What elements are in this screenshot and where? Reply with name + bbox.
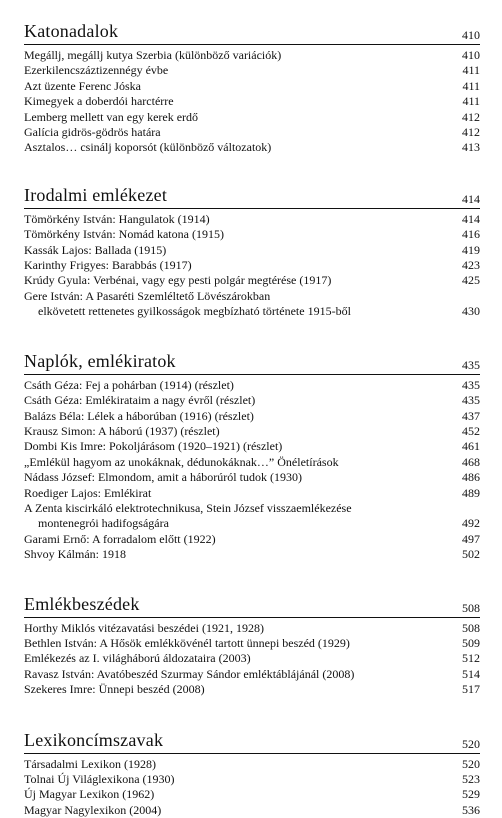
toc-entry bbox=[24, 682, 480, 697]
entry-page-number: 514 bbox=[462, 666, 480, 681]
section-spacer bbox=[24, 698, 480, 727]
entry-title: Emlékezés az I. világháború áldozataira (2003) bbox=[24, 651, 251, 666]
section-heading bbox=[24, 348, 480, 375]
toc-entry bbox=[24, 470, 480, 485]
entry-page-number: 529 bbox=[462, 787, 480, 802]
toc-entry bbox=[24, 289, 480, 320]
section-heading bbox=[24, 18, 480, 45]
toc-entry bbox=[24, 803, 480, 818]
entry-page-number: 419 bbox=[462, 242, 480, 257]
entry-title: „Emlékül hagyom az unokáknak, dédunokáknak…” Önéletírások bbox=[24, 454, 339, 469]
entry-page-number: 435 bbox=[462, 377, 480, 392]
entry-title: Kimegyek a doberdói harctérre bbox=[24, 94, 174, 109]
entry-page-number: 509 bbox=[462, 635, 480, 650]
toc-section-lexikoncimszavak bbox=[24, 727, 480, 818]
toc-entry bbox=[24, 227, 480, 242]
entry-title: Ezerkilencszáztizennégy évbe bbox=[24, 63, 169, 78]
entry-title: Megállj, megállj kutya Szerbia (különböző variációk) bbox=[24, 48, 282, 62]
entry-page-number: 517 bbox=[462, 682, 480, 697]
section-title: Lexikoncímszavak bbox=[24, 729, 164, 750]
entry-page-number: 414 bbox=[462, 211, 480, 226]
toc-entry bbox=[24, 243, 480, 258]
toc-entry bbox=[24, 757, 480, 772]
entry-title: Karinthy Frigyes: Barabbás (1917) bbox=[24, 258, 192, 273]
entry-page-number: 412 bbox=[462, 109, 480, 124]
entry-title: Csáth Géza: Fej a pohárban (1914) (részlet) bbox=[24, 377, 234, 392]
toc-section-emlekbeszedek bbox=[24, 591, 480, 698]
entry-title: Csáth Géza: Emlékirataim a nagy évről (részlet) bbox=[24, 393, 256, 408]
entry-page-number: 411 bbox=[462, 78, 480, 93]
entry-title-line: Gere István: A Pasaréti Szemléltető Lövészárokban bbox=[24, 288, 271, 303]
entry-title: Kassák Lajos: Ballada (1915) bbox=[24, 242, 167, 257]
entry-title: Tolnai Új Világlexikona (1930) bbox=[24, 772, 175, 786]
entry-page-number: 523 bbox=[462, 772, 480, 786]
section-page-number: 410 bbox=[462, 28, 480, 42]
toc-entry bbox=[24, 772, 480, 787]
toc-entry bbox=[24, 110, 480, 125]
entry-title: Lemberg mellett van egy kerek erdő bbox=[24, 109, 199, 124]
toc-entry bbox=[24, 212, 480, 227]
toc-section-katonadalok bbox=[24, 18, 480, 156]
entry-page-number: 520 bbox=[462, 756, 480, 771]
entry-page-number: 512 bbox=[462, 651, 480, 666]
entry-page-number: 411 bbox=[462, 94, 480, 109]
section-heading bbox=[24, 182, 480, 209]
entry-page-number: 492 bbox=[462, 516, 480, 531]
entry-title: Tömörkény István: Nomád katona (1915) bbox=[24, 227, 224, 242]
section-heading bbox=[24, 727, 480, 754]
toc-entry bbox=[24, 409, 480, 424]
entry-page-number: 412 bbox=[462, 125, 480, 140]
entry-title: Balázs Béla: Lélek a háborúban (1916) (részlet) bbox=[24, 408, 254, 423]
entry-page-number: 430 bbox=[462, 304, 480, 319]
toc-entry bbox=[24, 547, 480, 562]
toc-entry bbox=[24, 651, 480, 666]
entry-page-number: 452 bbox=[462, 423, 480, 438]
entry-page-number: 435 bbox=[462, 393, 480, 408]
entry-title: Tömörkény István: Hangulatok (1914) bbox=[24, 211, 210, 226]
toc-entry bbox=[24, 125, 480, 140]
entry-title-line: A Zenta kiscirkáló elektrotechnikusa, Stein József visszaemlékezése bbox=[24, 500, 352, 515]
toc-entry bbox=[24, 439, 480, 454]
entry-title: Bethlen István: A Hősök emlékkövénél tartott ünnepi beszéd (1929) bbox=[24, 635, 350, 650]
toc-entry bbox=[24, 273, 480, 288]
entry-title: Azt üzente Ferenc Jóska bbox=[24, 78, 141, 93]
toc-entry bbox=[24, 393, 480, 408]
section-page-number: 508 bbox=[462, 600, 480, 615]
section-spacer bbox=[24, 563, 480, 591]
entry-page-number: 413 bbox=[462, 140, 480, 155]
table-of-contents bbox=[24, 18, 480, 818]
entry-page-number: 489 bbox=[462, 485, 480, 500]
entry-title: Dombi Kis Imre: Pokoljárásom (1920–1921) (részlet) bbox=[24, 439, 283, 454]
entry-page-number: 461 bbox=[462, 439, 480, 454]
toc-entry bbox=[24, 621, 480, 636]
entry-page-number: 423 bbox=[462, 258, 480, 273]
entry-title: Ravasz István: Avatóbeszéd Szurmay Sándor emléktáblájánál (2008) bbox=[24, 666, 355, 681]
toc-entry bbox=[24, 79, 480, 94]
section-page-number: 414 bbox=[462, 191, 480, 206]
toc-section-naplok-emlekiratok bbox=[24, 348, 480, 563]
entry-page-number: 411 bbox=[462, 63, 480, 78]
entry-page-number: 536 bbox=[462, 802, 480, 817]
entry-title: Horthy Miklós vitézavatási beszédei (1921, 1928) bbox=[24, 620, 264, 635]
section-heading bbox=[24, 591, 480, 618]
toc-entry bbox=[24, 258, 480, 273]
toc-entry bbox=[24, 94, 480, 109]
entry-title: Szekeres Imre: Ünnepi beszéd (2008) bbox=[24, 682, 205, 697]
section-title: Emlékbeszédek bbox=[24, 593, 140, 614]
toc-entry bbox=[24, 140, 480, 155]
section-spacer bbox=[24, 156, 480, 182]
entry-page-number: 486 bbox=[462, 470, 480, 485]
entry-page-number: 425 bbox=[462, 273, 480, 288]
toc-entry bbox=[24, 63, 480, 78]
entry-title: Krúdy Gyula: Verbénai, vagy egy pesti polgár megtérése (1917) bbox=[24, 273, 332, 288]
entry-title: Garami Ernő: A forradalom előtt (1922) bbox=[24, 531, 216, 546]
entry-title: Társadalmi Lexikon (1928) bbox=[24, 756, 156, 771]
toc-entry bbox=[24, 501, 480, 532]
entry-page-number: 437 bbox=[462, 408, 480, 423]
entry-title-continuation: elkövetett rettenetes gyilkosságok megbízható története 1915-ből bbox=[38, 304, 351, 319]
entry-title bbox=[24, 289, 452, 320]
section-title: Katonadalok bbox=[24, 21, 119, 41]
section-spacer bbox=[24, 320, 480, 348]
entry-page-number: 508 bbox=[462, 620, 480, 635]
toc-entry bbox=[24, 486, 480, 501]
section-title: Irodalmi emlékezet bbox=[24, 184, 168, 205]
entry-title: Magyar Nagylexikon (2004) bbox=[24, 802, 162, 817]
toc-entry bbox=[24, 48, 480, 63]
section-page-number: 435 bbox=[462, 357, 480, 372]
toc-section-irodalmi-emlekezet bbox=[24, 182, 480, 320]
toc-entry bbox=[24, 532, 480, 547]
entry-title-continuation: montenegrói hadifogságára bbox=[38, 516, 169, 531]
entry-title: Roediger Lajos: Emlékirat bbox=[24, 485, 152, 500]
entry-title: Krausz Simon: A háború (1937) (részlet) bbox=[24, 423, 220, 438]
toc-entry bbox=[24, 378, 480, 393]
entry-page-number: 502 bbox=[462, 547, 480, 562]
toc-entry bbox=[24, 787, 480, 802]
entry-title: Galícia gidrös-gödrös határa bbox=[24, 125, 161, 140]
entry-title: Új Magyar Lexikon (1962) bbox=[24, 787, 155, 802]
toc-entry bbox=[24, 424, 480, 439]
section-title: Naplók, emlékiratok bbox=[24, 350, 176, 371]
toc-entry bbox=[24, 667, 480, 682]
toc-entry bbox=[24, 636, 480, 651]
entry-title: Asztalos… csinálj koporsót (különböző változatok) bbox=[24, 140, 272, 155]
entry-page-number: 410 bbox=[462, 48, 480, 62]
entry-title bbox=[24, 501, 452, 532]
entry-title: Shvoy Kálmán: 1918 bbox=[24, 547, 126, 562]
toc-entry bbox=[24, 455, 480, 470]
entry-page-number: 416 bbox=[462, 227, 480, 242]
entry-title: Nádass József: Elmondom, amit a háborúról tudok (1930) bbox=[24, 470, 302, 485]
entry-page-number: 468 bbox=[462, 454, 480, 469]
section-page-number: 520 bbox=[462, 736, 480, 751]
entry-page-number: 497 bbox=[462, 531, 480, 546]
